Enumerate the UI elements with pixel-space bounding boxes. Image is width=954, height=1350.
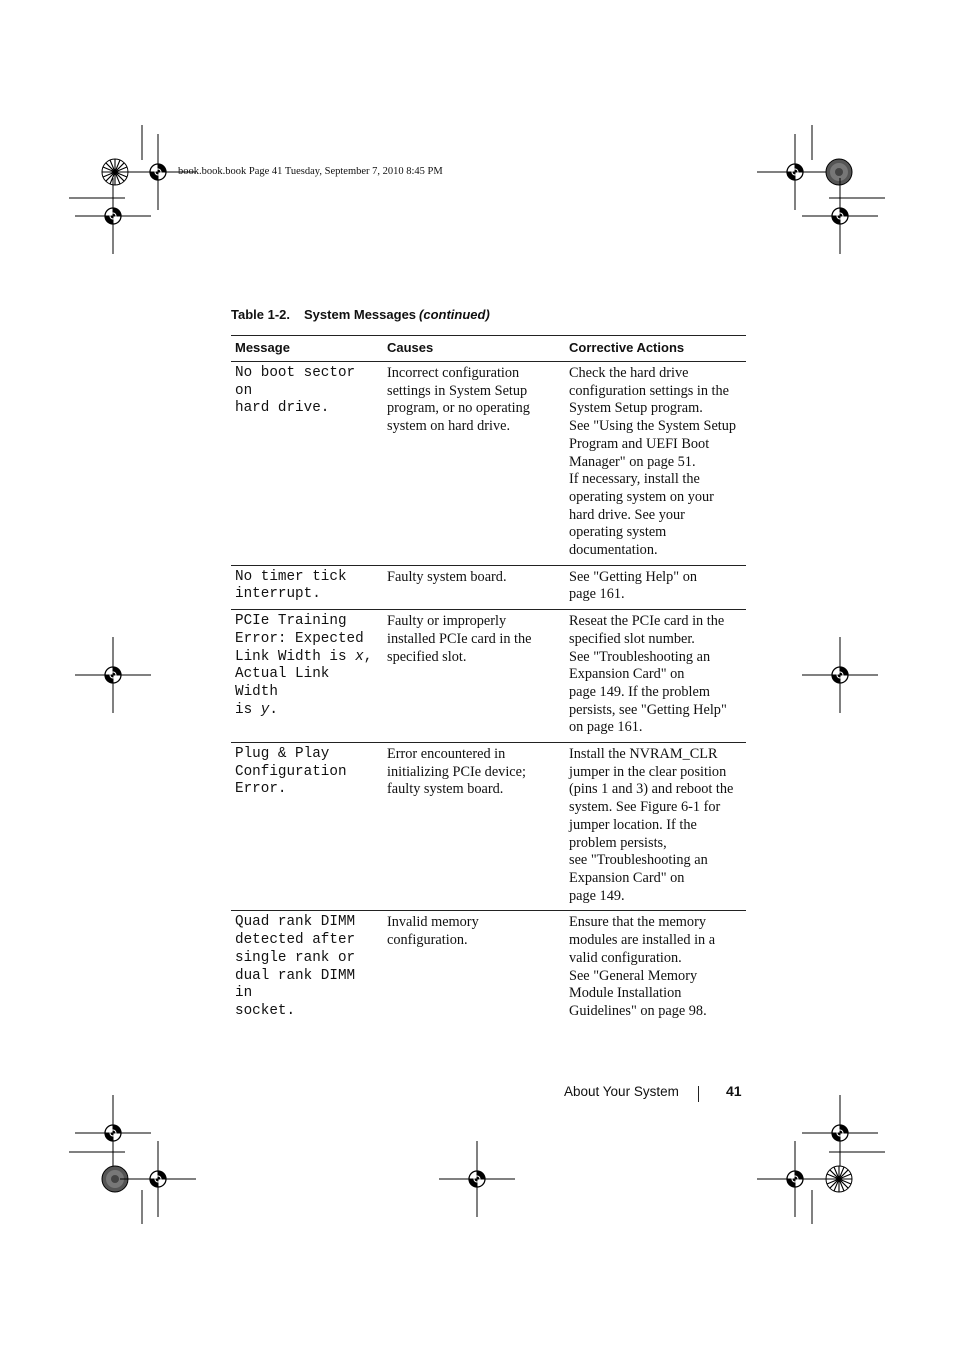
page-number: 41 [726,1083,742,1099]
message-text: PCIe Training Error: Expected Link Width is [235,613,364,665]
causes-cell: Incorrect configuration settings in System Setup program, or no operating system on hard drive. [383,362,565,566]
table-row [231,911,746,1026]
system-messages-table [231,335,746,1026]
actions-cell: See "Getting Help" on page 161. [565,565,746,609]
print-header-info: book.book.book Page 41 Tuesday, September 7, 2010 8:45 PM [178,166,443,177]
actions-cell: Check the hard drive configuration settings in the System Setup program. See "Using the System Setup Program and UEFI Boot Manager" on page 51. If necessary, install the operating system on your hard drive. See your operating system documentation. [565,362,746,566]
actions-cell: Ensure that the memory modules are installed in a valid configuration. See "General Memory Module Installation Guidelines" on page 98. [569,914,716,1019]
message-variable-x: x [355,648,364,665]
causes-cell: Invalid memory configuration. [387,914,479,949]
causes-cell: Error encountered in initializing PCIe device; faulty system board. [383,743,565,911]
message-cell: Quad rank DIMM detected after single rank or dual rank DIMM in socket. [235,914,356,1019]
table-header-row [231,336,746,362]
column-header-message: Message [231,336,383,362]
actions-cell: Install the NVRAM_CLR jumper in the clear position (pins 1 and 3) and reboot the system. See Figure 6-1 for jumper location. If the problem persists, see "Troubleshooting an Expansion Card" on page 149. [565,743,746,911]
message-variable-y: y [260,701,270,718]
footer-section-title: About Your System [564,1084,679,1099]
table-row [231,743,746,911]
message-cell: No timer tick interrupt. [231,565,383,609]
column-header-corrective-actions: Corrective Actions [565,336,746,362]
table-row [231,565,746,609]
message-cell: No boot sector on hard drive. [231,362,383,566]
message-cell [231,610,383,743]
footer-divider [698,1086,699,1102]
table-caption-label: Table 1-2. [231,307,291,322]
table-row [231,362,746,566]
table-caption [231,307,490,322]
table-row [231,610,746,743]
table-caption-continued: (continued) [419,307,490,322]
message-text: , Actual Link Width is [235,648,373,718]
causes-cell: Faulty or improperly installed PCIe card in the specified slot. [383,610,565,743]
actions-cell: Reseat the PCIe card in the specified slot number. See "Troubleshooting an Expansion Card" on page 149. If the problem persists, see "Getting Help" on page 161. [565,610,746,743]
table-caption-title: System Messages [304,307,417,322]
column-header-causes: Causes [383,336,565,362]
causes-cell: Faulty system board. [383,565,565,609]
message-text: . [269,701,278,718]
message-cell: Plug & Play Configuration Error. [231,743,383,911]
